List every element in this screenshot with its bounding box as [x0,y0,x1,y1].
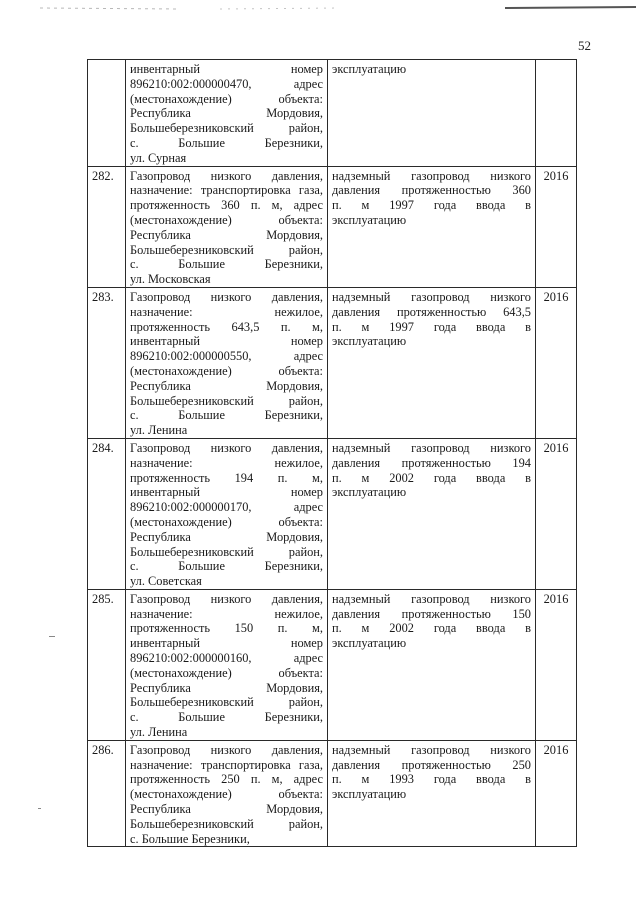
text-line: эксплуатацию [332,485,407,500]
property-registry-table [87,59,577,847]
text-line: инвентарный номер [130,485,323,500]
text-line: (местонахождение) объекта: [130,665,323,680]
text-line: назначение: транспортировка газа, [130,757,323,772]
text-line: надземный газопровод низкого [332,591,531,606]
object-characteristics [328,60,536,167]
text-line: Газопровод низкого давления, [130,168,323,183]
row-number: 282. [88,166,126,287]
text-line: протяженность 643,5 п. м, [130,319,323,334]
text-line: назначение: нежилое, [130,304,323,319]
text-line: Большеберезниковский район, [130,544,323,559]
object-description [126,60,328,167]
table-row [88,740,577,847]
text-line: ул. Московская [130,272,211,287]
text-line: (местонахождение) объекта: [130,787,323,802]
object-characteristics [328,166,536,287]
object-characteristics [328,589,536,740]
text-line: Республика Мордовия, [130,529,323,544]
text-line: ул. Сурная [130,150,187,165]
text-line: надземный газопровод низкого [332,168,531,183]
text-line: (местонахождение) объекта: [130,91,323,106]
text-line: п. м 1997 года ввода в [332,319,531,334]
row-number: 285. [88,589,126,740]
text-line: Большеберезниковский район, [130,121,323,136]
object-description [126,740,328,847]
row-number: 286. [88,740,126,847]
object-characteristics [328,287,536,438]
text-line: назначение: нежилое, [130,606,323,621]
text-line: Республика Мордовия, [130,227,323,242]
text-line: инвентарный номер [130,636,323,651]
object-description [126,166,328,287]
text-line: (местонахождение) объекта: [130,363,323,378]
page-number: 52 [578,38,591,53]
text-line: ул. Ленина [130,423,188,438]
text-line: инвентарный номер [130,62,323,76]
text-line: эксплуатацию [332,212,407,227]
text-line: эксплуатацию [332,787,407,802]
text-line: давления протяженностью 150 [332,606,531,621]
text-line: давления протяженностью 643,5 [332,304,531,319]
text-line: Газопровод низкого давления, [130,591,323,606]
text-line: п. м 1997 года ввода в [332,198,531,213]
scan-artifact-top [0,0,640,14]
text-line: назначение: нежилое, [130,455,323,470]
table-row [88,438,577,589]
row-number: 284. [88,438,126,589]
table-row [88,60,577,167]
text-line: 896210:002:000000470, адрес [130,76,323,91]
text-line: давления протяженностью 194 [332,455,531,470]
text-line: с. Большие Березники, [130,710,323,725]
table-row [88,287,577,438]
text-line: назначение: транспортировка газа, [130,183,323,198]
object-description [126,438,328,589]
text-line: протяженность 150 п. м, [130,621,323,636]
text-line: эксплуатацию [332,334,407,349]
year-cell: 2016 [536,287,577,438]
text-line: с. Большие Березники, [130,135,323,150]
text-line: протяженность 250 п. м, адрес [130,772,323,787]
text-line: Газопровод низкого давления, [130,440,323,455]
text-line: п. м 1993 года ввода в [332,772,531,787]
table-row [88,589,577,740]
year-cell: 2016 [536,589,577,740]
text-line: 896210:002:000000170, адрес [130,500,323,515]
text-line: ул. Ленина [130,725,188,740]
text-line: с. Большие Березники, [130,831,250,846]
text-line: Республика Мордовия, [130,378,323,393]
text-line: Большеберезниковский район, [130,695,323,710]
object-description [126,589,328,740]
margin-mark [38,808,41,809]
object-description [126,287,328,438]
year-cell: 2016 [536,740,577,847]
object-characteristics [328,438,536,589]
row-number [88,60,126,167]
text-line: протяженность 360 п. м, адрес [130,198,323,213]
margin-mark [49,636,55,637]
year-cell: 2016 [536,166,577,287]
text-line: Большеберезниковский район, [130,242,323,257]
text-line: Газопровод низкого давления, [130,742,323,757]
row-number: 283. [88,287,126,438]
table-row [88,166,577,287]
text-line: 896210:002:000000550, адрес [130,349,323,364]
text-line: (местонахождение) объекта: [130,212,323,227]
text-line: инвентарный номер [130,334,323,349]
text-line: с. Большие Березники, [130,408,323,423]
text-line: Большеберезниковский район, [130,816,323,831]
text-line: Республика Мордовия, [130,106,323,121]
year-cell: 2016 [536,438,577,589]
text-line: Газопровод низкого давления, [130,289,323,304]
text-line: 896210:002:000000160, адрес [130,651,323,666]
text-line: надземный газопровод низкого [332,742,531,757]
text-line: Республика Мордовия, [130,680,323,695]
text-line: Большеберезниковский район, [130,393,323,408]
text-line: эксплуатацию [332,62,407,76]
year-cell [536,60,577,167]
text-line: эксплуатацию [332,636,407,651]
text-line: ул. Советская [130,574,202,589]
text-line: с. Большие Березники, [130,559,323,574]
text-line: протяженность 194 п. м, [130,470,323,485]
object-characteristics [328,740,536,847]
text-line: давления протяженностью 360 [332,183,531,198]
text-line: (местонахождение) объекта: [130,514,323,529]
text-line: Республика Мордовия, [130,802,323,817]
text-line: надземный газопровод низкого [332,289,531,304]
text-line: с. Большие Березники, [130,257,323,272]
text-line: п. м 2002 года ввода в [332,470,531,485]
text-line: давления протяженностью 250 [332,757,531,772]
text-line: надземный газопровод низкого [332,440,531,455]
text-line: п. м 2002 года ввода в [332,621,531,636]
